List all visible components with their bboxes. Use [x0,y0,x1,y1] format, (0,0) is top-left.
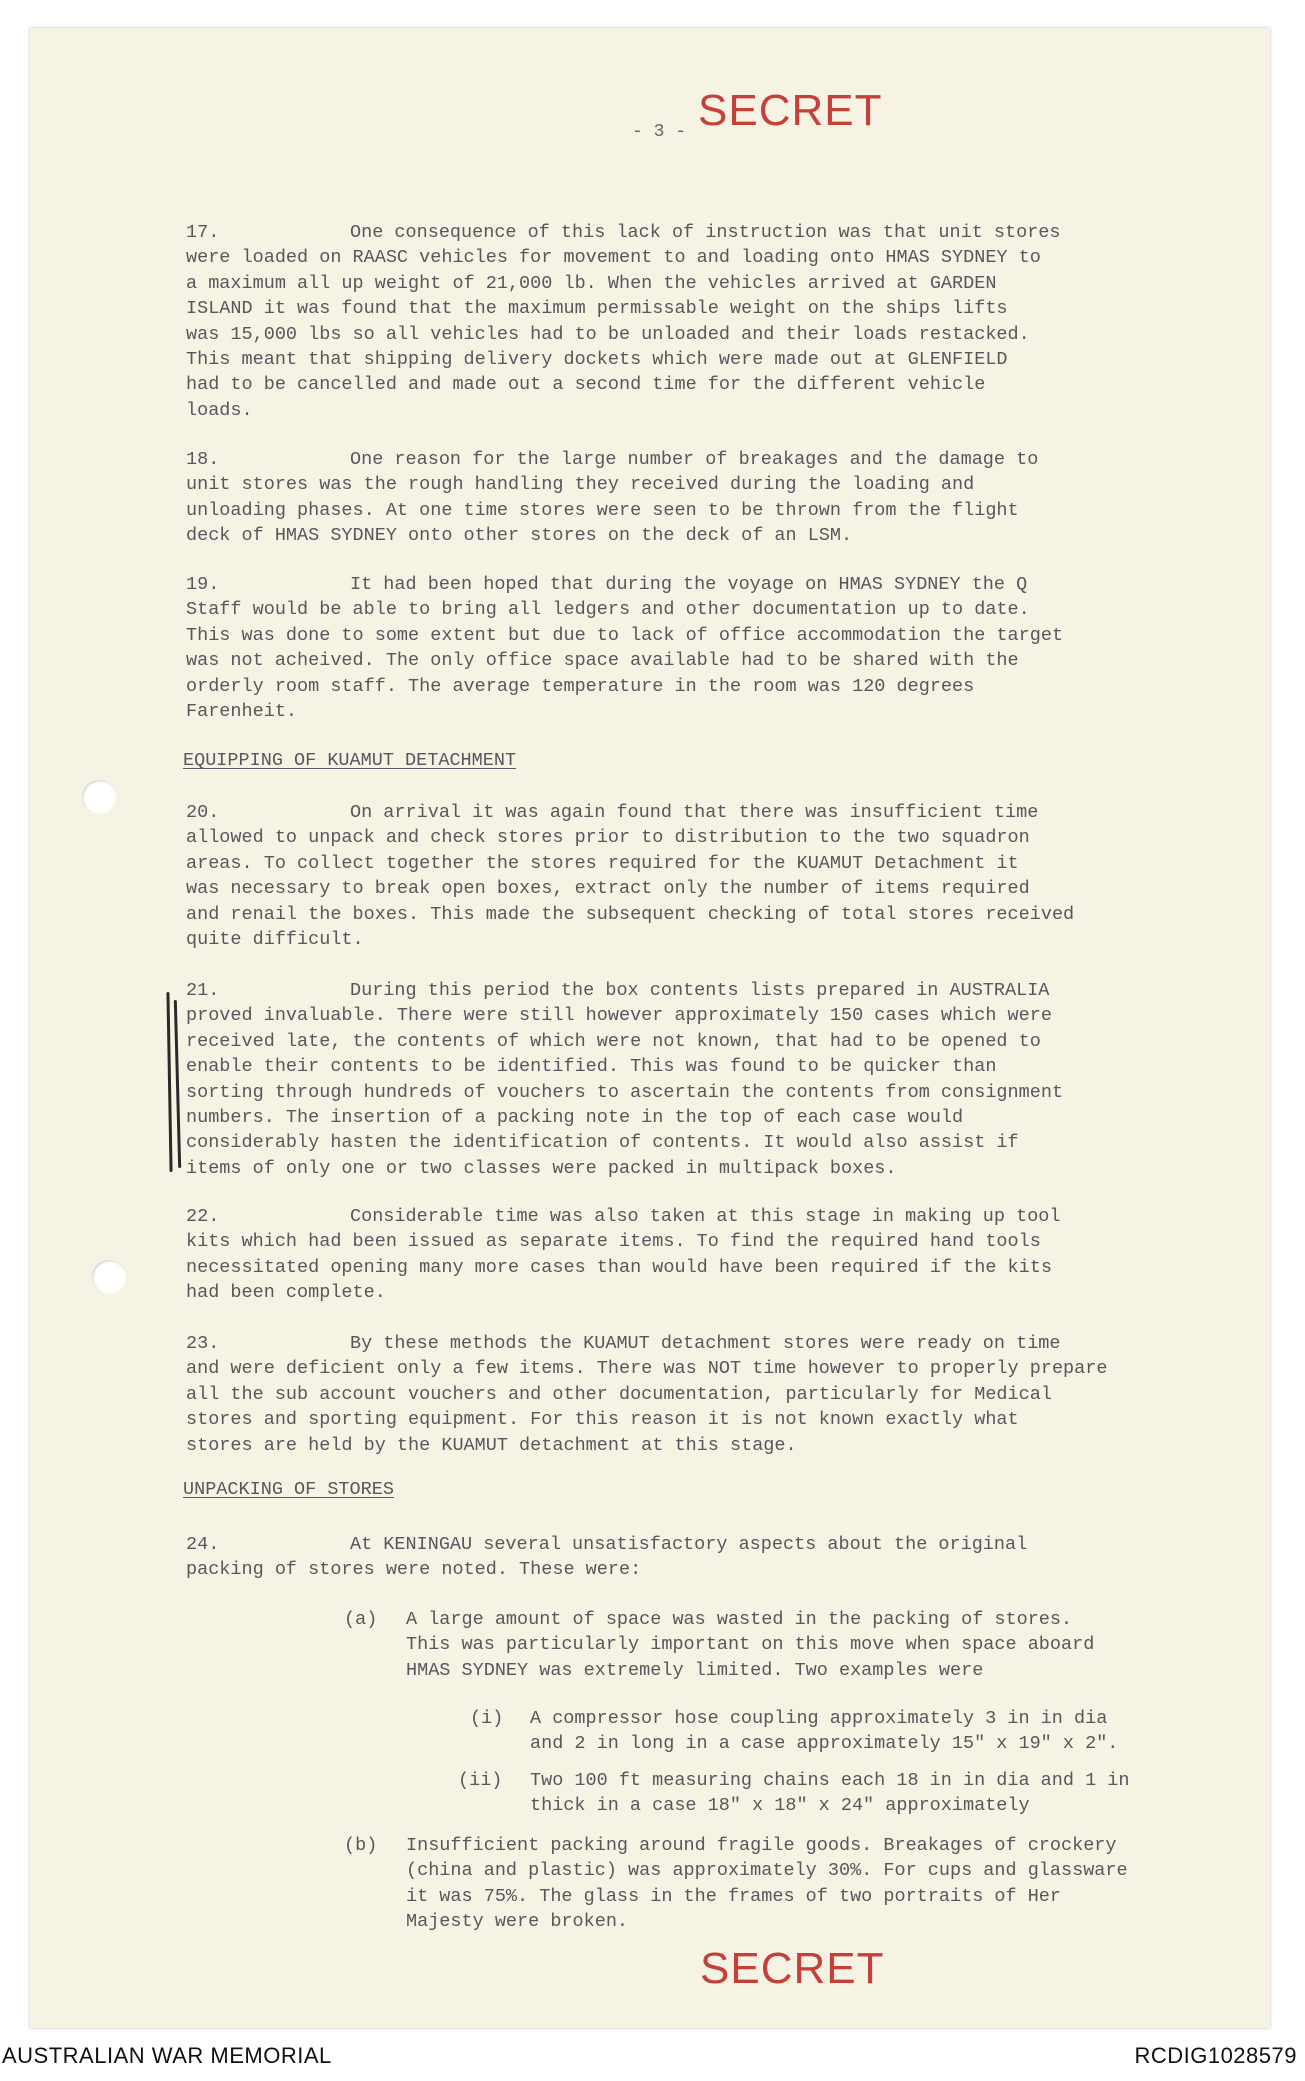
paragraph-line: received late, the contents of which were not known, that had to be opened to [186,1030,1041,1052]
paragraph-line [186,447,1246,472]
punch-hole-top [82,780,116,814]
paragraph-line [186,1532,1246,1557]
paragraph-line: packing of stores were noted. These were: [186,1559,642,1581]
paragraph-text: One consequence of this lack of instruction was that unit stores [350,222,1061,243]
sub-item-line: This was particularly important on this move when space aboard [406,1634,1095,1656]
paragraph-line: quite difficult. [186,929,364,951]
paragraph-number: 19. [186,574,220,595]
paragraph-17 [186,220,1246,423]
paragraph-line: a maximum all up weight of 21,000 lb. When the vehicles arrived at GARDEN [186,272,997,294]
paragraph-line: unloading phases. At one time stores were seen to be thrown from the flight [186,499,1019,521]
paragraph-line: deck of HMAS SYDNEY onto other stores on the deck of an LSM. [186,525,853,547]
paragraph-number: 24. [186,1534,220,1555]
paragraph-line [186,1204,1246,1229]
paragraph-number: 20. [186,802,220,823]
paragraph-line: was necessary to break open boxes, extract only the number of items required [186,878,1030,900]
sub-item-line: (china and plastic) was approximately 30%. For cups and glassware [406,1860,1128,1882]
paragraph-line [186,978,1246,1003]
sub-item-i-label: (i) [470,1708,504,1729]
paragraph-line: items of only one or two classes were packed in multipack boxes. [186,1157,897,1179]
sub-item-b-label: (b) [344,1835,378,1856]
paragraph-line: proved invaluable. There were still however approximately 150 cases which were [186,1005,1052,1027]
paragraph-23 [186,1331,1246,1458]
punch-hole-bottom [92,1260,126,1294]
paragraph-line: stores and sporting equipment. For this reason it is not known exactly what [186,1409,1019,1431]
paragraph-text: Considerable time was also taken at this stage in making up tool [350,1206,1061,1227]
paragraph-line [186,800,1246,825]
sub-item-line: Majesty were broken. [406,1911,629,1933]
page-number: - 3 - [632,122,687,142]
paragraph-text: At KENINGAU several unsatisfactory aspects about the original [350,1534,1028,1555]
paragraph-line: enable their contents to be identified. This was found to be quicker than [186,1056,997,1078]
paragraph-line: numbers. The insertion of a packing note in the top of each case would [186,1107,964,1129]
paragraph-line: and renail the boxes. This made the subsequent checking of total stores received [186,903,1075,925]
paragraph-line: ISLAND it was found that the maximum permissable weight on the ships lifts [186,298,1008,320]
paragraph-text: One reason for the large number of breakages and the damage to [350,449,1039,470]
paragraph-line [186,572,1246,597]
sub-item-line: Insufficient packing around fragile goods. Breakages of crockery [406,1835,1117,1856]
secret-stamp-bottom: SECRET [700,1944,885,1993]
reference-number: RCDIG1028579 [1134,2043,1297,2068]
paragraph-18 [186,447,1246,549]
paragraph-text: It had been hoped that during the voyage on HMAS SYDNEY the Q [350,574,1028,595]
sub-item-line: A compressor hose coupling approximately 3 in in dia [530,1708,1108,1729]
heading-equipping: EQUIPPING OF KUAMUT DETACHMENT [183,750,517,771]
paragraph-number: 21. [186,980,220,1001]
sub-item-line: HMAS SYDNEY was extremely limited. Two examples were [406,1659,984,1681]
paragraph-line: was not acheived. The only office space available had to be shared with the [186,650,1019,672]
sub-item-a-label: (a) [344,1609,378,1630]
paragraph-text: On arrival it was again found that there was insufficient time [350,802,1039,823]
paragraph-line: necessitated opening many more cases than would have been required if the kits [186,1256,1052,1278]
sub-item-line: it was 75%. The glass in the frames of two portraits of Her [406,1885,1062,1907]
paragraph-number: 17. [186,222,220,243]
paragraph-line [186,220,1246,245]
paragraph-line: was 15,000 lbs so all vehicles had to be unloaded and their loads restacked. [186,323,1030,345]
paragraph-number: 23. [186,1333,220,1354]
paragraph-line: loads. [186,399,253,421]
sub-item-line: thick in a case 18" x 18" x 24" approximately [530,1795,1030,1817]
paragraph-line: allowed to unpack and check stores prior to distribution to the two squadron [186,827,1030,849]
sub-item-line: A large amount of space was wasted in the packing of stores. [406,1609,1073,1630]
paragraph-20 [186,800,1246,952]
paragraph-line: orderly room staff. The average temperature in the room was 120 degrees [186,675,975,697]
paragraph-line: stores are held by the KUAMUT detachment at this stage. [186,1434,797,1456]
paragraph-line: This meant that shipping delivery dockets which were made out at GLENFIELD [186,349,1008,371]
paragraph-line: This was done to some extent but due to lack of office accommodation the target [186,624,1064,646]
heading-unpacking: UNPACKING OF STORES [183,1479,394,1500]
sub-item-line: Two 100 ft measuring chains each 18 in in dia and 1 in [530,1770,1130,1791]
paragraph-text: During this period the box contents lists prepared in AUSTRALIA [350,980,1050,1001]
paragraph-line: unit stores was the rough handling they received during the loading and [186,474,975,496]
paragraph-number: 18. [186,449,220,470]
paragraph-line: Staff would be able to bring all ledgers and other documentation up to date. [186,599,1030,621]
paragraph-21 [186,978,1246,1181]
paragraph-line: all the sub account vouchers and other documentation, particularly for Medical [186,1383,1052,1405]
paragraph-line: had to be cancelled and made out a second time for the different vehicle [186,374,986,396]
sub-item-line: and 2 in long in a case approximately 15" x 19" x 2". [530,1733,1119,1755]
paragraph-line: and were deficient only a few items. There was NOT time however to properly prepare [186,1358,1108,1380]
paragraph-22 [186,1204,1246,1306]
paragraph-24 [186,1532,1246,1583]
paragraph-line: were loaded on RAASC vehicles for movement to and loading onto HMAS SYDNEY to [186,247,1041,269]
paragraph-line: areas. To collect together the stores required for the KUAMUT Detachment it [186,852,1019,874]
sub-item-ii-label: (ii) [458,1770,503,1791]
secret-stamp-top: SECRET [698,86,883,135]
paragraph-number: 22. [186,1206,220,1227]
paragraph-line: had been complete. [186,1282,386,1304]
paragraph-line: sorting through hundreds of vouchers to ascertain the contents from consignment [186,1081,1064,1103]
paragraph-line: considerably hasten the identification of contents. It would also assist if [186,1132,1019,1154]
paragraph-19 [186,572,1246,724]
paragraph-line: Farenheit. [186,701,298,723]
paragraph-line [186,1331,1246,1356]
paragraph-text: By these methods the KUAMUT detachment stores were ready on time [350,1333,1061,1354]
source-label: AUSTRALIAN WAR MEMORIAL [2,2043,332,2068]
paragraph-line: kits which had been issued as separate items. To find the required hand tools [186,1231,1041,1253]
